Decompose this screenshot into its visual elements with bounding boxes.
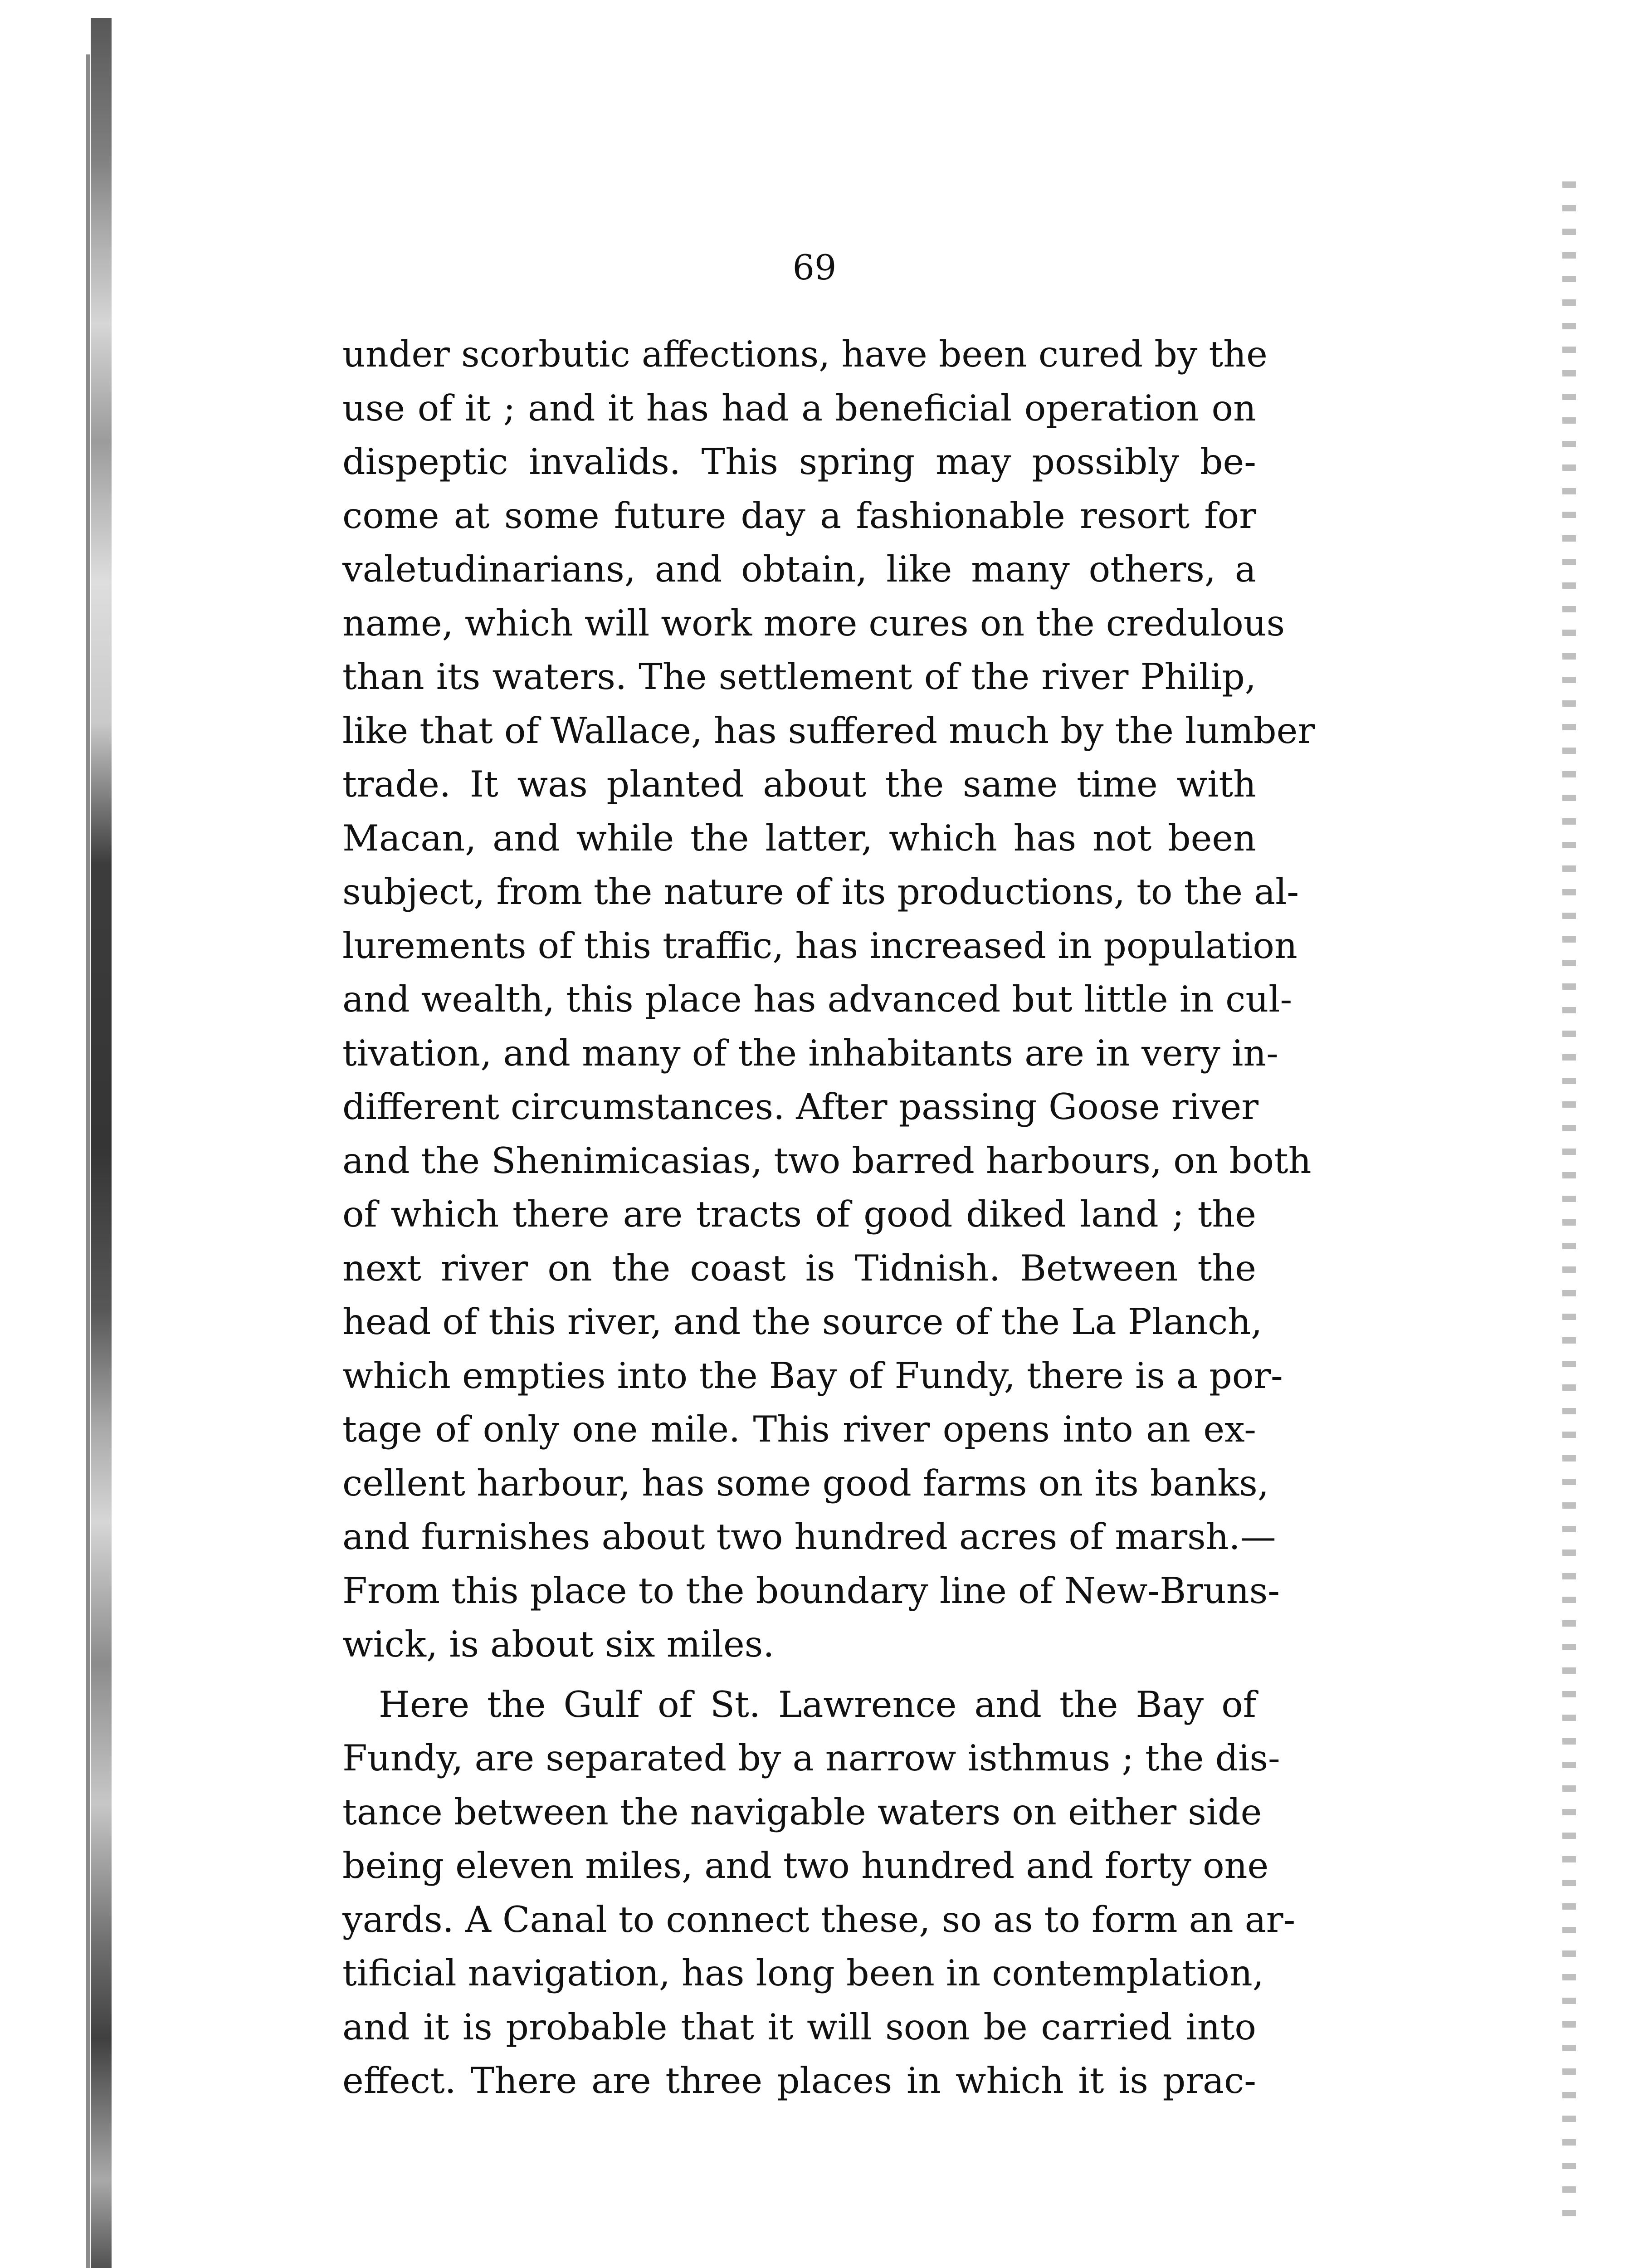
page-edge-right	[1562, 181, 1576, 2223]
text-line: head of this river, and the source of the La Planch,	[342, 1301, 1263, 1343]
body-text	[342, 327, 1315, 2108]
text-line: yards. A Canal to connect these, so as to form an ar-	[342, 1898, 1296, 1941]
paragraph	[342, 1678, 1296, 2108]
text-line: cellent harbour, has some good farms on its banks,	[342, 1462, 1269, 1504]
paragraph	[342, 327, 1315, 1672]
text-line: and furnishes about two hundred acres of marsh.—	[342, 1516, 1276, 1558]
text-line: use of it ; and it has had a beneficial operation on	[342, 387, 1256, 429]
text-line: which empties into the Bay of Fundy, there is a por-	[342, 1354, 1283, 1397]
text-line: subject, from the nature of its productions, to the al-	[342, 871, 1299, 913]
text-line: like that of Wallace, has suffered much by the lumber	[342, 709, 1315, 752]
text-line: next river on the coast is Tidnish. Between the	[342, 1247, 1256, 1289]
page-number: 69	[792, 247, 837, 288]
text-line: lurements of this traffic, has increased in population	[342, 924, 1297, 967]
text-line: different circumstances. After passing Goose river	[342, 1086, 1258, 1128]
text-line: of which there are tracts of good diked land ; the	[342, 1193, 1256, 1235]
text-line: From this place to the boundary line of New-Bruns-	[342, 1569, 1280, 1612]
text-line: being eleven miles, and two hundred and forty one	[342, 1845, 1269, 1887]
text-line: Macan, and while the latter, which has not been	[342, 817, 1256, 859]
text-line: than its waters. The settlement of the river Philip,	[342, 656, 1256, 698]
text-line: valetudinarians, and obtain, like many others, a	[342, 548, 1256, 590]
binding-edge	[91, 18, 112, 2268]
binding-shadow	[86, 54, 90, 2268]
text-line: tance between the navigable waters on either side	[342, 1791, 1262, 1833]
text-line: effect. There are three places in which it is prac-	[342, 2060, 1256, 2102]
text-line: and it is probable that it will soon be carried into	[342, 2006, 1256, 2048]
text-line: name, which will work more cures on the credulous	[342, 602, 1285, 644]
text-line: wick, is about six miles.	[342, 1623, 775, 1665]
text-line: tivation, and many of the inhabitants are in very in-	[342, 1032, 1278, 1074]
text-line: under scorbutic affections, have been cured by the	[342, 333, 1268, 375]
text-line: and wealth, this place has advanced but little in cul-	[342, 978, 1292, 1020]
text-line: trade. It was planted about the same time with	[342, 763, 1256, 805]
text-line: tificial navigation, has long been in contemplation,	[342, 1952, 1264, 1994]
text-line: tage of only one mile. This river opens into an ex-	[342, 1408, 1256, 1450]
text-line: come at some future day a fashionable resort for	[342, 494, 1256, 537]
text-line: Here the Gulf of St. Lawrence and the Bay of	[379, 1683, 1256, 1725]
text-line: dispeptic invalids. This spring may possibly be-	[342, 441, 1256, 483]
text-line: and the Shenimicasias, two barred harbours, on both	[342, 1139, 1312, 1182]
paragraph-gap	[342, 1672, 1256, 1678]
text-line: Fundy, are separated by a narrow isthmus ; the dis-	[342, 1737, 1280, 1779]
